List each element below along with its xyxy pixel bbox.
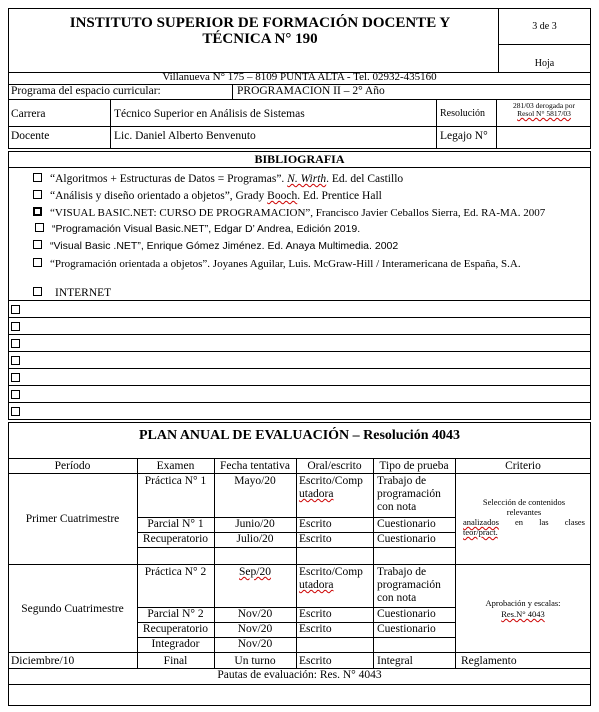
resolution-value bbox=[497, 102, 591, 118]
resolution-label: Resolución bbox=[440, 108, 485, 119]
exam-type-line3: con nota bbox=[377, 501, 417, 513]
column-header: Período bbox=[54, 460, 91, 472]
criteria-word: las bbox=[539, 517, 549, 527]
resolution-value-line2: Resol N° 5817/03 bbox=[517, 109, 571, 118]
criteria-word: en bbox=[514, 517, 524, 527]
institute-title bbox=[40, 15, 480, 47]
exam-name: Práctica N° 1 bbox=[144, 475, 207, 487]
bibliography-author: N. Wirth bbox=[287, 173, 327, 185]
exam-mode: Escrito bbox=[299, 623, 332, 635]
checkbox-icon bbox=[33, 287, 42, 296]
exam-date: Nov/20 bbox=[237, 638, 273, 650]
bibliography-text: “Algoritmos + Estructuras de Datos = Programas”. bbox=[50, 173, 288, 185]
column-header: Fecha tentativa bbox=[220, 460, 290, 472]
evaluation-footer: Pautas de evaluación: Res. N° 4043 bbox=[217, 669, 382, 681]
institute-title-line1: INSTITUTO SUPERIOR DE FORMACIÓN DOCENTE Y bbox=[69, 15, 451, 31]
criteria-line: teor/pract. bbox=[463, 527, 498, 537]
internet-label: INTERNET bbox=[55, 287, 112, 299]
bibliography-item bbox=[33, 240, 398, 253]
bibliography-internet bbox=[33, 287, 111, 300]
exam-name: Parcial N° 1 bbox=[147, 518, 204, 530]
exam-type-line1: Trabajo de bbox=[377, 475, 427, 487]
exam-date bbox=[214, 566, 296, 579]
exam-date-text: Sep/20 bbox=[239, 566, 271, 578]
program-label: Programa del espacio curricular: bbox=[11, 85, 161, 97]
bibliography-text-end: . Ed. Prentice Hall bbox=[297, 190, 382, 202]
exam-date: Nov/20 bbox=[237, 608, 273, 620]
exam-type: Cuestionario bbox=[377, 608, 436, 620]
evaluation-title: PLAN ANUAL DE EVALUACIÓN – Resolución 4043 bbox=[138, 428, 460, 443]
institute-title-line2: TÉCNICA N° 190 bbox=[202, 31, 318, 47]
criteria-text bbox=[455, 598, 591, 620]
final-period: Diciembre/10 bbox=[11, 655, 75, 667]
bibliography-text: “Programación Visual Basic.NET”, Edgar D’ Andrea, Edición 2019. bbox=[52, 223, 361, 235]
bibliography-author: Booch bbox=[267, 190, 298, 202]
exam-mode-line2: utadora bbox=[299, 579, 334, 591]
file-number-label: Legajo N° bbox=[440, 130, 488, 142]
bibliography-item bbox=[33, 173, 403, 186]
career-value: Técnico Superior en Análisis de Sistemas bbox=[114, 108, 305, 120]
exam-type: Cuestionario bbox=[377, 623, 436, 635]
teacher-label: Docente bbox=[11, 130, 50, 142]
checkbox-icon bbox=[33, 240, 42, 249]
bibliography-text: “Análisis y diseño orientado a objetos”, Grady bbox=[50, 190, 268, 202]
bibliography-text: “Programación orientada a objetos”. Joyanes Aguilar, Luis. McGraw-Hill / Interamericana de España, S.A. bbox=[50, 258, 521, 270]
exam-type: Cuestionario bbox=[377, 518, 436, 530]
exam-mode: Escrito bbox=[299, 518, 332, 530]
exam-type-line2: programación bbox=[377, 488, 441, 500]
exam-date: Junio/20 bbox=[235, 518, 275, 530]
criteria-word: clases bbox=[564, 517, 585, 527]
career-label: Carrera bbox=[11, 108, 46, 120]
checkbox-icon bbox=[11, 407, 20, 416]
period-label: Segundo Cuatrimestre bbox=[21, 603, 124, 615]
period-label: Primer Cuatrimestre bbox=[25, 513, 120, 525]
program-value: PROGRAMACION II – 2° Año bbox=[237, 85, 385, 97]
bibliography-item bbox=[33, 258, 521, 271]
exam-mode: Escrito bbox=[299, 608, 332, 620]
exam-mode-line1: Escrito/Comp bbox=[299, 566, 363, 578]
exam-type-line1: Trabajo de bbox=[377, 566, 427, 578]
column-header: Tipo de prueba bbox=[379, 460, 449, 472]
checkbox-icon bbox=[11, 322, 20, 331]
checkbox-icon bbox=[11, 305, 20, 314]
checkbox-icon bbox=[33, 173, 42, 182]
criteria-line: Res.N° 4043 bbox=[501, 609, 545, 619]
column-header: Criterio bbox=[505, 460, 541, 472]
exam-name: Recuperatorio bbox=[142, 533, 209, 545]
criteria-word: analizados bbox=[463, 517, 499, 527]
exam-mode-line1: Escrito/Comp bbox=[299, 475, 363, 487]
column-header: Oral/escrito bbox=[307, 460, 362, 472]
checkbox-icon bbox=[35, 223, 44, 232]
exam-mode: Escrito bbox=[299, 655, 332, 667]
exam-type bbox=[377, 566, 441, 605]
page-number: 3 de 3 bbox=[532, 21, 557, 32]
criteria-line bbox=[463, 517, 585, 527]
checkbox-icon bbox=[11, 373, 20, 382]
bibliography-text-end: . Ed. del Castillo bbox=[326, 173, 404, 185]
bibliography-text: “VISUAL BASIC.NET: CURSO DE PROGRAMACION”, Francisco Javier Ceballos Sierra, Ed. RA-MA. 2007 bbox=[50, 207, 546, 219]
bibliography-title: BIBLIOGRAFIA bbox=[254, 152, 345, 166]
exam-date: Julio/20 bbox=[236, 533, 274, 545]
column-header: Examen bbox=[156, 460, 195, 472]
exam-name: Parcial N° 2 bbox=[147, 608, 204, 620]
resolution-value-line1: 281/03 derogada por bbox=[512, 101, 576, 110]
address: Villanueva N° 175 – 8109 PUNTA ALTA - Tel. 02932-435160 bbox=[162, 71, 437, 83]
exam-name: Recuperatorio bbox=[142, 623, 209, 635]
exam-date: Nov/20 bbox=[237, 623, 273, 635]
bibliography-text: “Visual Basic .NET”, Enrique Gómez Jiménez. Ed. Anaya Multimedia. 2002 bbox=[50, 240, 399, 252]
criteria-line: relevantes bbox=[506, 507, 542, 517]
criteria-final: Reglamento bbox=[461, 655, 517, 667]
checkbox-icon bbox=[11, 356, 20, 365]
checkbox-icon bbox=[33, 258, 42, 267]
criteria-text bbox=[463, 497, 585, 537]
exam-type: Integral bbox=[377, 655, 413, 667]
checkbox-icon bbox=[11, 390, 20, 399]
bibliography-item bbox=[33, 207, 545, 220]
exam-mode: Escrito bbox=[299, 533, 332, 545]
criteria-line: Aprobación y escalas: bbox=[485, 598, 561, 608]
exam-type-line2: programación bbox=[377, 579, 441, 591]
bibliography-item bbox=[35, 223, 360, 236]
exam-mode bbox=[299, 566, 363, 592]
exam-name: Práctica N° 2 bbox=[144, 566, 207, 578]
exam-mode-line2: utadora bbox=[299, 488, 334, 500]
checkbox-icon bbox=[11, 339, 20, 348]
bibliography-item bbox=[33, 190, 382, 203]
exam-type: Cuestionario bbox=[377, 533, 436, 545]
sheet-label: Hoja bbox=[534, 58, 555, 69]
exam-type-line3: con nota bbox=[377, 592, 417, 604]
checkbox-icon bbox=[33, 207, 42, 216]
exam-date: Un turno bbox=[234, 655, 276, 667]
criteria-line: Selección de contenidos bbox=[482, 497, 566, 507]
exam-name: Integrador bbox=[151, 638, 200, 650]
teacher-value: Lic. Daniel Alberto Benvenuto bbox=[114, 130, 256, 142]
exam-mode bbox=[299, 475, 363, 501]
exam-date: Mayo/20 bbox=[234, 475, 276, 487]
exam-name: Final bbox=[163, 655, 188, 667]
exam-type bbox=[377, 475, 441, 514]
checkbox-icon bbox=[33, 190, 42, 199]
